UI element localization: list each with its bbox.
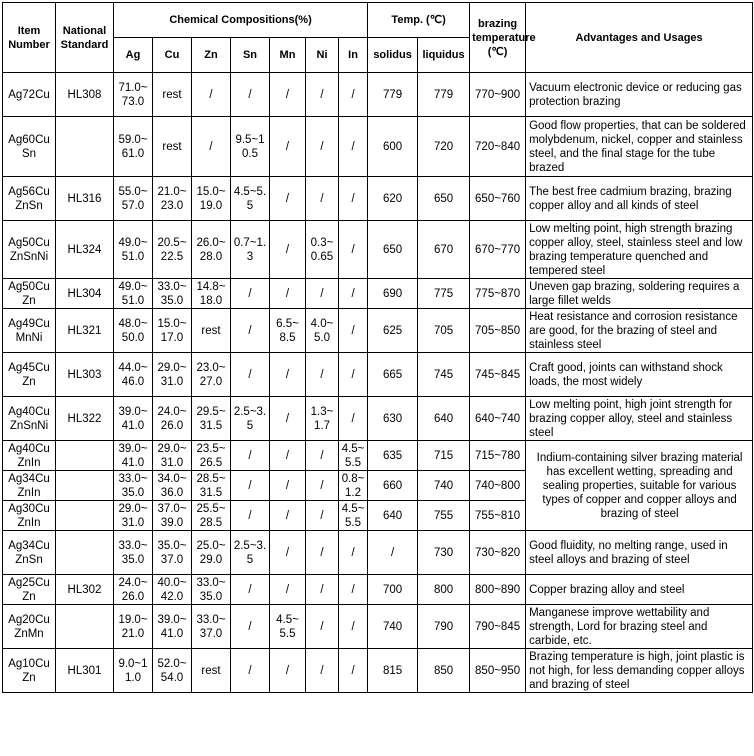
cell-zn: rest [192, 309, 231, 353]
cell-liquidus: 715 [418, 441, 470, 471]
cell-sn: 9.5~10.5 [231, 117, 270, 177]
cell-solidus: / [368, 531, 418, 575]
cell-cu: rest [153, 117, 192, 177]
cell-zn: 33.0~37.0 [192, 605, 231, 649]
cell-ag: 39.0~41.0 [114, 397, 153, 441]
header-cu: Cu [153, 38, 192, 73]
cell-liquidus: 650 [418, 177, 470, 221]
cell-ni: / [306, 575, 339, 605]
cell-brazing: 740~800 [470, 471, 526, 501]
cell-item: Ag40CuZnIn [3, 441, 56, 471]
cell-solidus: 779 [368, 73, 418, 117]
header-item-number: Item Number [3, 3, 56, 73]
table-row [3, 221, 753, 279]
cell-cu: 29.0~31.0 [153, 441, 192, 471]
cell-item: Ag34CuZnSn [3, 531, 56, 575]
cell-item: Ag45CuZn [3, 353, 56, 397]
cell-ag: 24.0~26.0 [114, 575, 153, 605]
header-brazing-temperature: brazing temperature (℃) [470, 3, 526, 73]
cell-cu: 34.0~36.0 [153, 471, 192, 501]
cell-adv: Copper brazing alloy and steel [526, 575, 753, 605]
cell-brazing: 745~845 [470, 353, 526, 397]
cell-ag: 19.0~21.0 [114, 605, 153, 649]
header-national-standard: National Standard [56, 3, 114, 73]
cell-adv: Heat resistance and corrosion resistance are good, for the brazing of steel and stainless steel [526, 309, 753, 353]
cell-sn: / [231, 575, 270, 605]
cell-mn: / [270, 397, 306, 441]
cell-sn: 4.5~5.5 [231, 177, 270, 221]
cell-liquidus: 720 [418, 117, 470, 177]
cell-adv: Indium-containing silver brazing material has excellent wetting, spreading and sealing properties, suitable for various types of copper and copper alloys and brazing of steel [526, 441, 753, 531]
cell-solidus: 665 [368, 353, 418, 397]
header-chemical-compositions: Chemical Compositions(%) [114, 3, 368, 38]
cell-ag: 59.0~61.0 [114, 117, 153, 177]
cell-sn: / [231, 73, 270, 117]
cell-mn: / [270, 531, 306, 575]
cell-in: / [339, 279, 368, 309]
cell-ag: 48.0~50.0 [114, 309, 153, 353]
cell-zn: 25.0~29.0 [192, 531, 231, 575]
cell-std: HL302 [56, 575, 114, 605]
cell-ni: / [306, 649, 339, 693]
cell-std [56, 531, 114, 575]
cell-liquidus: 745 [418, 353, 470, 397]
cell-brazing: 720~840 [470, 117, 526, 177]
cell-ag: 9.0~11.0 [114, 649, 153, 693]
cell-brazing: 715~780 [470, 441, 526, 471]
cell-ag: 39.0~41.0 [114, 441, 153, 471]
cell-sn: 2.5~3.5 [231, 531, 270, 575]
cell-sn: 0.7~1.3 [231, 221, 270, 279]
cell-liquidus: 640 [418, 397, 470, 441]
cell-ni: / [306, 501, 339, 531]
header-temp: Temp. (℃) [368, 3, 470, 38]
cell-cu: 39.0~41.0 [153, 605, 192, 649]
cell-ni: / [306, 117, 339, 177]
cell-solidus: 630 [368, 397, 418, 441]
cell-solidus: 815 [368, 649, 418, 693]
cell-cu: 21.0~23.0 [153, 177, 192, 221]
cell-sn: / [231, 279, 270, 309]
cell-std: HL308 [56, 73, 114, 117]
cell-std: HL324 [56, 221, 114, 279]
cell-brazing: 790~845 [470, 605, 526, 649]
header-zn: Zn [192, 38, 231, 73]
cell-in: / [339, 575, 368, 605]
cell-adv: The best free cadmium brazing, brazing copper alloy and all kinds of steel [526, 177, 753, 221]
cell-zn: 28.5~31.5 [192, 471, 231, 501]
cell-ag: 71.0~73.0 [114, 73, 153, 117]
cell-in: / [339, 605, 368, 649]
cell-in: / [339, 649, 368, 693]
cell-mn: 4.5~5.5 [270, 605, 306, 649]
cell-adv: Good fluidity, no melting range, used in steel alloys and brazing of steel [526, 531, 753, 575]
cell-solidus: 625 [368, 309, 418, 353]
table-row [3, 279, 753, 309]
cell-std: HL304 [56, 279, 114, 309]
cell-item: Ag72Cu [3, 73, 56, 117]
cell-item: Ag10CuZn [3, 649, 56, 693]
cell-in: / [339, 397, 368, 441]
cell-in: / [339, 353, 368, 397]
cell-zn: 29.5~31.5 [192, 397, 231, 441]
cell-adv: Craft good, joints can withstand shock loads, the most widely [526, 353, 753, 397]
cell-std [56, 471, 114, 501]
cell-mn: 6.5~8.5 [270, 309, 306, 353]
cell-solidus: 690 [368, 279, 418, 309]
cell-brazing: 775~870 [470, 279, 526, 309]
cell-liquidus: 790 [418, 605, 470, 649]
cell-ni: 0.3~0.65 [306, 221, 339, 279]
cell-item: Ag49CuMnNi [3, 309, 56, 353]
cell-ag: 55.0~57.0 [114, 177, 153, 221]
cell-zn: 26.0~28.0 [192, 221, 231, 279]
cell-liquidus: 705 [418, 309, 470, 353]
table-body [3, 73, 753, 693]
cell-liquidus: 730 [418, 531, 470, 575]
cell-zn: / [192, 73, 231, 117]
cell-zn: 25.5~28.5 [192, 501, 231, 531]
cell-zn: 23.5~26.5 [192, 441, 231, 471]
cell-mn: / [270, 221, 306, 279]
cell-std [56, 501, 114, 531]
cell-brazing: 800~890 [470, 575, 526, 605]
cell-cu: 24.0~26.0 [153, 397, 192, 441]
cell-liquidus: 775 [418, 279, 470, 309]
cell-mn: / [270, 279, 306, 309]
table-row [3, 397, 753, 441]
cell-zn: 14.8~18.0 [192, 279, 231, 309]
cell-liquidus: 740 [418, 471, 470, 501]
cell-sn: / [231, 501, 270, 531]
cell-cu: 33.0~35.0 [153, 279, 192, 309]
cell-liquidus: 800 [418, 575, 470, 605]
cell-item: Ag50CuZnSnNi [3, 221, 56, 279]
cell-ni: / [306, 177, 339, 221]
header-solidus: solidus [368, 38, 418, 73]
cell-adv: Brazing temperature is high, joint plastic is not high, for less demanding copper alloys and brazing of steel [526, 649, 753, 693]
cell-ag: 49.0~51.0 [114, 279, 153, 309]
cell-sn: / [231, 605, 270, 649]
cell-std: HL316 [56, 177, 114, 221]
cell-solidus: 640 [368, 501, 418, 531]
table-row [3, 441, 753, 471]
cell-zn: 33.0~35.0 [192, 575, 231, 605]
cell-brazing: 670~770 [470, 221, 526, 279]
cell-adv: Uneven gap brazing, soldering requires a large fillet welds [526, 279, 753, 309]
cell-solidus: 650 [368, 221, 418, 279]
cell-adv: Good flow properties, that can be soldered molybdenum, nickel, copper and stainless steel, and the final stage for the tube brazed [526, 117, 753, 177]
cell-in: 4.5~5.5 [339, 441, 368, 471]
cell-in: 4.5~5.5 [339, 501, 368, 531]
cell-item: Ag30CuZnIn [3, 501, 56, 531]
cell-ni: / [306, 531, 339, 575]
cell-mn: / [270, 353, 306, 397]
table-row [3, 177, 753, 221]
cell-adv: Low melting point, high strength brazing copper alloy, steel, stainless steel and low brazing temperature quenched and tempered steel [526, 221, 753, 279]
table-row [3, 309, 753, 353]
cell-in: / [339, 309, 368, 353]
cell-solidus: 740 [368, 605, 418, 649]
cell-adv: Vacuum electronic device or reducing gas protection brazing [526, 73, 753, 117]
header-liquidus: liquidus [418, 38, 470, 73]
cell-brazing: 755~810 [470, 501, 526, 531]
alloy-table [2, 2, 753, 693]
cell-solidus: 620 [368, 177, 418, 221]
cell-cu: 52.0~54.0 [153, 649, 192, 693]
cell-sn: / [231, 471, 270, 501]
cell-solidus: 635 [368, 441, 418, 471]
cell-mn: / [270, 471, 306, 501]
cell-mn: / [270, 441, 306, 471]
cell-in: / [339, 531, 368, 575]
cell-mn: / [270, 117, 306, 177]
cell-ni: 4.0~5.0 [306, 309, 339, 353]
table-row [3, 649, 753, 693]
cell-in: / [339, 221, 368, 279]
cell-brazing: 650~760 [470, 177, 526, 221]
cell-liquidus: 670 [418, 221, 470, 279]
cell-liquidus: 779 [418, 73, 470, 117]
cell-item: Ag34CuZnIn [3, 471, 56, 501]
cell-ni: / [306, 73, 339, 117]
cell-liquidus: 850 [418, 649, 470, 693]
cell-item: Ag40CuZnSnNi [3, 397, 56, 441]
cell-in: / [339, 73, 368, 117]
cell-ni: / [306, 441, 339, 471]
header-sn: Sn [231, 38, 270, 73]
cell-in: / [339, 117, 368, 177]
header-advantages: Advantages and Usages [526, 3, 753, 73]
cell-ni: / [306, 471, 339, 501]
cell-brazing: 705~850 [470, 309, 526, 353]
header-mn: Mn [270, 38, 306, 73]
cell-cu: 40.0~42.0 [153, 575, 192, 605]
cell-brazing: 640~740 [470, 397, 526, 441]
cell-ag: 29.0~31.0 [114, 501, 153, 531]
cell-std: HL303 [56, 353, 114, 397]
cell-item: Ag50CuZn [3, 279, 56, 309]
cell-sn: / [231, 309, 270, 353]
cell-item: Ag20CuZnMn [3, 605, 56, 649]
cell-cu: rest [153, 73, 192, 117]
cell-ni: 1.3~1.7 [306, 397, 339, 441]
cell-mn: / [270, 575, 306, 605]
cell-brazing: 730~820 [470, 531, 526, 575]
cell-mn: / [270, 177, 306, 221]
table-row [3, 575, 753, 605]
cell-ag: 44.0~46.0 [114, 353, 153, 397]
cell-item: Ag25CuZn [3, 575, 56, 605]
cell-in: / [339, 177, 368, 221]
cell-solidus: 700 [368, 575, 418, 605]
cell-ni: / [306, 605, 339, 649]
cell-zn: 23.0~27.0 [192, 353, 231, 397]
table-row [3, 117, 753, 177]
cell-ag: 33.0~35.0 [114, 531, 153, 575]
cell-zn: rest [192, 649, 231, 693]
cell-item: Ag60CuSn [3, 117, 56, 177]
table-row [3, 531, 753, 575]
cell-in: 0.8~1.2 [339, 471, 368, 501]
cell-sn: / [231, 649, 270, 693]
cell-std [56, 117, 114, 177]
cell-solidus: 660 [368, 471, 418, 501]
header-ni: Ni [306, 38, 339, 73]
cell-liquidus: 755 [418, 501, 470, 531]
header-in: In [339, 38, 368, 73]
cell-item: Ag56CuZnSn [3, 177, 56, 221]
cell-solidus: 600 [368, 117, 418, 177]
cell-adv: Manganese improve wettability and strength, Lord for brazing steel and carbide, etc. [526, 605, 753, 649]
cell-cu: 37.0~39.0 [153, 501, 192, 531]
cell-adv: Low melting point, high joint strength for brazing copper alloy, steel and stainless steel [526, 397, 753, 441]
cell-cu: 15.0~17.0 [153, 309, 192, 353]
cell-std: HL301 [56, 649, 114, 693]
table-row [3, 353, 753, 397]
cell-sn: 2.5~3.5 [231, 397, 270, 441]
table-row [3, 605, 753, 649]
cell-ag: 49.0~51.0 [114, 221, 153, 279]
cell-mn: / [270, 73, 306, 117]
cell-sn: / [231, 441, 270, 471]
cell-std: HL322 [56, 397, 114, 441]
cell-std [56, 441, 114, 471]
cell-zn: 15.0~19.0 [192, 177, 231, 221]
cell-brazing: 770~900 [470, 73, 526, 117]
table-row [3, 73, 753, 117]
cell-cu: 35.0~37.0 [153, 531, 192, 575]
cell-std: HL321 [56, 309, 114, 353]
cell-ni: / [306, 353, 339, 397]
cell-cu: 29.0~31.0 [153, 353, 192, 397]
cell-ni: / [306, 279, 339, 309]
header-ag: Ag [114, 38, 153, 73]
cell-std [56, 605, 114, 649]
cell-sn: / [231, 353, 270, 397]
cell-brazing: 850~950 [470, 649, 526, 693]
cell-cu: 20.5~22.5 [153, 221, 192, 279]
cell-mn: / [270, 501, 306, 531]
cell-ag: 33.0~35.0 [114, 471, 153, 501]
cell-mn: / [270, 649, 306, 693]
cell-zn: / [192, 117, 231, 177]
